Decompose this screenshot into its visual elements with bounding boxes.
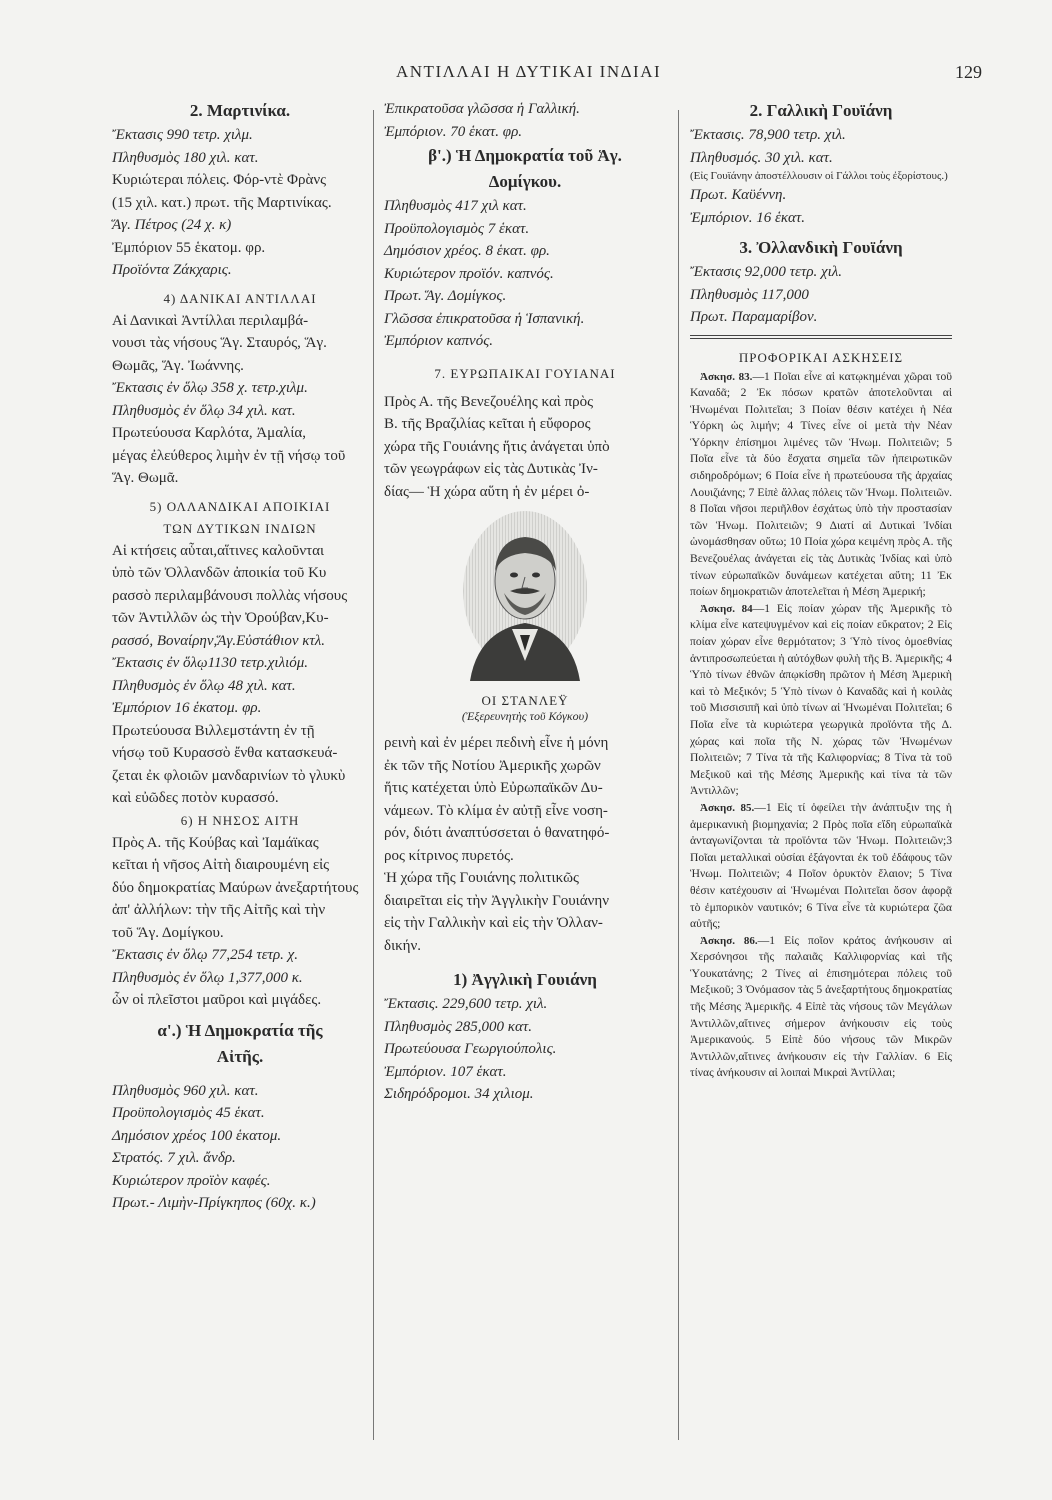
portrait-caption-name: ΟΙ ΣΤΑΝΛΕΫ <box>481 693 569 708</box>
exercises-title: ΠΡΟΦΟΡΙΚΑΙ ΑΣΚΗΣΕΙΣ <box>738 349 904 365</box>
left-column-line: Προϋπολογισμὸς 45 ἑκατ. <box>112 1105 265 1121</box>
right-top-text <box>690 98 952 329</box>
middle-bottom-line: ρεινὴ καὶ ἐν μέρει πεδινὴ εἶνε ἡ μόνη <box>384 735 609 751</box>
portrait-caption-subtitle: (Ἐξερευνητὴς τοῦ Κόγκου) <box>461 709 589 723</box>
middle-bottom-line: Ἐμπόριον. 107 ἑκατ. <box>384 1063 507 1080</box>
middle-bottom-line: ρος κίτρινος πυρετός. <box>384 847 514 864</box>
middle-bottom-line: ρόν, διότι ἀναπτύσσεται ὁ θανατηφό- <box>384 825 610 841</box>
exercise-item <box>690 369 952 601</box>
middle-bottom-text <box>384 732 666 1106</box>
exercise-label: Ἀσκησ. 86. <box>700 934 758 947</box>
middle-bottom-line: διαιρεῖται εἰς τὴν Ἀγγλικὴν Γουιάνην <box>384 892 609 909</box>
left-column-line: Πληθυσμὸς 180 χιλ. κατ. <box>112 149 259 166</box>
left-column-line: Πληθυσμὸς 960 χιλ. κατ. <box>112 1082 259 1099</box>
exercise-text: —1 Εἰς τί ὀφείλει τὴν ἀνάπτυξιν της ἡ ἀμερικανικὴ βιομηχανία; 2 Πρὸς ποῖα εἴδη εὐρωπαϊκὰ ἀνταγωνίζονται τὰ προϊόντα τῶν Ἡνωμ. Πολιτειῶν;3 Ποῖαι μεταλλικαὶ οὐσίαι ἐξάγονται ἐκ τοῦ ἐδάφους τῶν Ἡνωμ. Πολιτειῶν; 4 Ποῖον ὀρυκτὸν ἔλαιον; 5 Τίνα θέσιν κατέχουσιν αἱ Ἡνωμέναι Πολιτεῖαι ὅσον ἀφορᾷ τὸ ἐμπορικὸν ναυτικόν; 6 Τίνα εἶνε τὰ κυριώτερα ζῶα αὐτῆς; <box>690 800 952 931</box>
left-column-line: Ἔκτασις 990 τετρ. χιλμ. <box>112 127 253 143</box>
exercise-text: —1 Ποῖαι εἶνε αἱ κατῳκημέναι χῶραι τοῦ Καναδᾶ; 2 Ἐκ πόσων κρατῶν ἀποτελοῦνται αἱ Ἡνωμέναι Πολιτεῖαι; 3 Ποίαν θέσιν κατέχει ἡ Νέα Ὑόρκη ὡς λιμήν; 4 Τίνες εἶνε οἱ μετὰ τὴν Νέαν Ὑόρκην ἐπίσημοι λιμένες τῶν Ἡνωμ. Πολιτειῶν; 5 Ποῖα εἶνε τὰ δύο ἔσχατα σημεῖα τῶν ἠπειρωτικῶν σιδηροδρόμων; 6 Ποία εἶνε ἡ πρωτεύουσα τῆς ἀρχαίας Λουιζιάνης; 7 Εἰπὲ ἄλλας πόλεις τῶν Ἡνωμ. Πολιτειῶν. 8 Ποῖαι νῆσοι περιῆλθον ἐσχάτως ὑπὸ τὴν προστασίαν τῶν Ἡνωμ. Πολιτειῶν; 9 Διατί αἱ Δυτικαὶ Ἰνδίαι ὠνομάσθησαν οὕτω; 10 Ποία χώρα κειμένη πρὸς Α. τῆς Βενεζουέλας ἀνάγεται εἰς τὰς Δυτικὰς Ἰνδίας καὶ ὑπὸ τίνων εὐρωπαϊκῶν δυνάμεων κατέχεται αὕτη; 11 Ἐκ ποίων δημοκρατιῶν ἀποτελεῖται ἡ Μέση Ἀμερική; <box>690 369 952 599</box>
left-column-line: Ἅγ. Πέτρος (24 χ. κ) <box>112 217 232 233</box>
left-column-line: Δημόσιον χρέος 100 ἑκατομ. <box>112 1127 282 1144</box>
middle-bottom-line: δικήν. <box>384 937 422 954</box>
middle-bottom-line: Σιδηρόδρομοι. 34 χιλιομ. <box>384 1086 534 1102</box>
left-column-line: μέγας ἐλεύθερος λιμὴν ἐν τῇ νήσῳ τοῦ <box>112 447 346 464</box>
left-column-line: Αἰτῆς. <box>216 1046 264 1066</box>
left-column-line: τοῦ Ἅγ. Δομίγκου. <box>112 924 224 941</box>
left-column-line: ζεται ἐκ φλοιῶν μανδαρινίων τὸ γλυκὺ <box>112 767 346 784</box>
left-column-line: Προϊόντα Ζάκχαρις. <box>112 262 232 278</box>
exercises-list <box>690 369 952 1083</box>
left-column-line: καὶ εὐῶδες ποτὸν κυρασσό. <box>112 790 279 806</box>
left-column-line: 5) ΟΛΛΑΝΔΙΚΑΙ ΑΠΟΙΚΙΑΙ <box>149 498 331 514</box>
left-column-line: δύο δημοκρατίας Μαύρων ἀνεξαρτήτους <box>112 879 359 896</box>
exercise-label: Ἀσκησ. 85. <box>700 801 755 814</box>
right-top-line: Πρωτ. Καϋέννη. <box>690 187 787 203</box>
middle-top-line: Γλῶσσα ἐπικρατοῦσα ἡ Ἱσπανική. <box>384 310 585 327</box>
middle-top-line: τῶν γεωγράφων εἰς τὰς Δυτικὰς Ἰν- <box>384 461 598 477</box>
middle-bottom-line: εἰς τὴν Γαλλικὴν καὶ εἰς τὴν Ὀλλαν- <box>384 915 603 931</box>
left-column-line: Ἅγ. Θωμᾶ. <box>112 470 179 486</box>
right-top-line: (Εἰς Γουϊάνην ἀποστέλλουσιν οἱ Γάλλοι τοὺς ἐξορίστους.) <box>690 170 948 182</box>
right-top-line: 2. Γαλλικὴ Γουϊάνη <box>749 101 893 120</box>
running-header <box>0 62 1052 88</box>
exercise-item <box>690 601 952 800</box>
middle-top-line: 7. ΕΥΡΩΠΑΙΚΑΙ ΓΟΥΙΑΝΑΙ <box>434 365 616 381</box>
middle-bottom-line: Πρωτεύουσα Γεωργιούπολις. <box>384 1041 557 1057</box>
left-column-line: νουσι τὰς νήσους Ἅγ. Σταυρός, Ἅγ. <box>112 335 327 351</box>
middle-bottom-line: ἐκ τῶν τῆς Νοτίου Ἀμερικῆς χωρῶν <box>384 757 601 774</box>
exercise-label: Ἀσκησ. 83. <box>700 370 753 383</box>
column-right <box>690 98 952 1082</box>
left-column-line: Ἔκτασις ἐν ὅλῳ 358 χ. τετρ.χιλμ. <box>112 380 308 396</box>
left-column-line: ἀπ' ἀλλήλων: τὴν τῆς Αἰτῆς καὶ τὴν <box>112 902 326 918</box>
middle-bottom-line: νάμεων. Τὸ κλίμα ἐν αὐτῇ εἶνε νοση- <box>384 802 608 819</box>
middle-top-line: β'.) Ἡ Δημοκρατία τοῦ Ἁγ. <box>428 146 622 165</box>
left-column-line: Αἱ κτήσεις αὗται,αἵτινες καλοῦνται <box>112 542 325 559</box>
middle-top-line: Ἐμπόριον καπνός. <box>384 333 494 349</box>
left-column-line: Στρατός. 7 χιλ. ἄνδρ. <box>112 1150 236 1166</box>
middle-top-line: Πρὸς Α. τῆς Βενεζουέλης καὶ πρὸς <box>384 393 594 410</box>
left-column-line: Ἐμπόριον 55 ἑκατομ. φρ. <box>112 239 266 256</box>
middle-top-line: Δημόσιον χρέος. 8 ἑκατ. φρ. <box>384 243 550 259</box>
middle-top-line: δίας— Ἡ χώρα αὕτη ἡ ἐν μέρει ὀ- <box>384 483 590 500</box>
left-column-line: 4) ΔΑΝΙΚΑΙ ΑΝΤΙΛΛΑΙ <box>163 290 317 306</box>
column-middle <box>384 98 666 1106</box>
exercise-label: Ἀσκησ. 84 <box>700 602 753 615</box>
left-column-line: Κυριώτεραι πόλεις. Φόρ-ντὲ Φρὰνς <box>112 172 327 188</box>
exercise-item <box>690 933 952 1082</box>
stanley-portrait-image <box>460 511 590 681</box>
exercise-item <box>690 800 952 933</box>
middle-top-line: Δομίγκου. <box>488 172 562 191</box>
middle-top-line: Πρωτ. Ἅγ. Δομίγκος. <box>384 288 507 304</box>
middle-top-line: Πληθυσμὸς 417 χιλ κατ. <box>384 198 527 214</box>
right-top-line: 3. Ὀλλανδικὴ Γουϊάνη <box>739 238 903 257</box>
middle-bottom-line: Ἔκτασις. 229,600 τετρ. χιλ. <box>384 996 548 1012</box>
left-column-line: ρασσό, Βοναίρην,Ἅγ.Εὐστάθιον κτλ. <box>112 632 326 649</box>
left-column-line: (15 χιλ. κατ.) πρωτ. τῆς Μαρτινίκας. <box>112 194 332 211</box>
middle-top-line: Προϋπολογισμὸς 7 ἑκατ. <box>384 220 530 237</box>
column-rule-right <box>678 110 679 1440</box>
left-column-line: α'.) Ἡ Δημοκρατία τῆς <box>157 1020 323 1040</box>
middle-top-line: Ἐπικρατοῦσα γλῶσσα ἡ Γαλλική. <box>384 101 580 117</box>
right-top-line: Πληθυσμός. 30 χιλ. κατ. <box>690 149 833 166</box>
left-column-line: τῶν Ἀντιλλῶν ὡς τὴν Ὀρούβαν,Κυ- <box>112 610 329 626</box>
left-column-line: Αἱ Δανικαὶ Ἀντίλλαι περιλαμβά- <box>112 312 309 329</box>
middle-bottom-line: ἥτις κατέχεται ὑπὸ Εὐρωπαϊκῶν Δυ- <box>384 780 603 796</box>
middle-top-line: χώρα τῆς Γουιάνης ἥτις ἀνάγεται ὑπὸ <box>384 438 610 455</box>
right-top-line: Ἔκτασις. 78,900 τετρ. χιλ. <box>690 127 846 143</box>
page-number: 129 <box>955 62 982 82</box>
exercise-text: —1 Εἰς ποῖον κράτος ἀνήκουσιν αἱ Χερσόνησοι τῆς παλαιᾶς Καλλιφορνίας καὶ τῆς Ὑουκατάνης; 2 Τίνες αἱ ἐπισημότεραι πόλεις τοῦ Μεξικοῦ; 3 Ὀνόμασον τὰς 5 ἀνεξαρτήτους δημοκρατίας τῆς Μέσης Ἀμερικῆς. 4 Εἰπὲ τὰς νήσους τῶν Μεγάλων Ἀντιλλῶν,αἵτινες σήμερον ἀνήκουσιν εἰς τοὺς Ἀμερικανούς. 5 Εἰπὲ δύο νήσους τῶν Μικρῶν Ἀντιλλῶν,αἵτινες ἀνήκουσιν εἰς τὴν Γαλλίαν. 6 Εἰς τίνας ἀνήκουσιν αἱ λοιπαὶ Μικραὶ Ἀντίλλαι; <box>690 933 952 1080</box>
left-column-line: 2. Μαρτινίκα. <box>189 101 291 120</box>
column-rule-left <box>373 110 374 1440</box>
right-top-line: Πληθυσμὸς 117,000 <box>690 286 809 303</box>
right-top-line: Ἔκτασις 92,000 τετρ. χιλ. <box>690 264 843 280</box>
running-title: ΑΝΤΙΛΛΑΙ Η ΔΥΤΙΚΑΙ ΙΝΔΙΑΙ <box>396 62 662 81</box>
middle-top-line: Β. τῆς Βραζιλίας κεῖται ἡ εὔφορος <box>384 416 591 432</box>
exercise-text: —1 Εἰς ποίαν χώραν τῆς Ἀμερικῆς τὸ κλίμα εἶνε κατεψυγμένον καὶ εἰς ποίαν εὔκρατον; 2 Εἰς ποίαν χώραν εἶνε θερμότατον; 3 Ὑπὸ τίνος ὁμοεθνίας ἀντιπροσωπεύεται ἡ αὐτόχθων φυλὴ τῆς Β. Ἀμερικῆς; 4 Ὑπὸ τίνων ἐθνῶν ἀπῳκίσθη πρῶτον ἡ Μέση Ἀμερικὴ καὶ τὸ Μεξικόν; 5 Ὑπὸ τίνων ὁ Καναδᾶς καὶ ἡ κοιλὰς τοῦ Μισσισιπῆ καὶ ὑπὸ τίνων αἱ Ἡνωμέναι Πολιτεῖαι; 6 Ποῖα εἶνε τὰ κυριώτερα γεωργικὰ προϊόντα τῆς Δ. χώρας καὶ ποῖα τῆς Ν. χώρας τῶν Ἡνωμένων Πολιτειῶν; 7 Τίνα τὰ τῆς Καλιφορνίας; 8 Τίνα τὰ τοῦ Μεξικοῦ καὶ τῆς Μέσης Ἀμερικῆς καὶ τίνα τὰ τῶν Ἀντιλλῶν; <box>690 601 952 798</box>
left-column-line: Πληθυσμὸς ἐν ὅλῳ 48 χιλ. κατ. <box>112 677 296 694</box>
section-divider <box>690 335 952 339</box>
left-column-line: Ἔκτασις ἐν ὅλῳ 77,254 τετρ. χ. <box>112 947 299 963</box>
left-column-line: Πληθυσμὸς ἐν ὅλῳ 1,377,000 κ. <box>112 969 303 986</box>
left-column-line: Κυριώτερον προϊὸν καφές. <box>112 1172 271 1189</box>
left-column-line: Θωμᾶς, Ἅγ. Ἰωάννης. <box>112 357 244 374</box>
left-column-line: Πρὸς Α. τῆς Κούβας καὶ Ἰαμάϊκας <box>112 834 319 851</box>
middle-bottom-line: Πληθυσμὸς 285,000 κατ. <box>384 1018 532 1035</box>
left-column-line: Πρωτ.- Λιμὴν-Πρίγκηπος (60χ. κ.) <box>112 1195 316 1211</box>
middle-bottom-line: 1) Ἀγγλικὴ Γουιάνη <box>453 970 597 989</box>
middle-top-line: Κυριώτερον προϊόν. καπνός. <box>384 265 554 282</box>
left-column-line: Πληθυσμὸς ἐν ὅλῳ 34 χιλ. κατ. <box>112 402 296 419</box>
left-column-line: κεῖται ἡ νῆσος Αἰτὴ διαιρουμένη εἰς <box>112 857 330 873</box>
left-column-line: Πρωτεύουσα Βιλλεμστάντη ἐν τῇ <box>112 722 315 739</box>
left-column-line: Ἐμπόριον 16 ἑκατομ. φρ. <box>112 700 262 716</box>
left-column-line: ὑπὸ τῶν Ὀλλανδῶν ἀποικία τοῦ Κυ <box>112 565 327 581</box>
left-column-line: Ἔκτασις ἐν ὅλῳ1130 τετρ.χιλιόμ. <box>112 655 309 671</box>
middle-top-text <box>384 98 666 503</box>
left-column-line: Πρωτεύουσα Καρλότα, Ἀμαλία, <box>112 425 306 441</box>
left-column-line: 6) Η ΝΗΣΟΣ ΑΙΤΗ <box>180 812 300 828</box>
left-column-line: ρασσὸ περιλαμβάνουσι πολλὰς νήσους <box>112 587 348 604</box>
left-column-line: νήσῳ τοῦ Κυρασσὸ ἔνθα κατασκευά- <box>112 745 338 761</box>
middle-top-line: Ἐμπόριον. 70 ἑκατ. φρ. <box>384 123 523 140</box>
right-top-line: Πρωτ. Παραμαρίβον. <box>690 309 818 325</box>
left-column-line: ὧν οἱ πλεῖστοι μαῦροι καὶ μιγάδες. <box>112 992 322 1008</box>
middle-bottom-line: Ἡ χώρα τῆς Γουιάνης πολιτικῶς <box>384 870 579 886</box>
column-left <box>112 98 368 1215</box>
left-column-line: ΤΩΝ ΔΥΤΙΚΩΝ ΙΝΔΙΩΝ <box>163 520 317 536</box>
right-top-line: Ἐμπόριον. 16 ἑκατ. <box>690 209 806 226</box>
